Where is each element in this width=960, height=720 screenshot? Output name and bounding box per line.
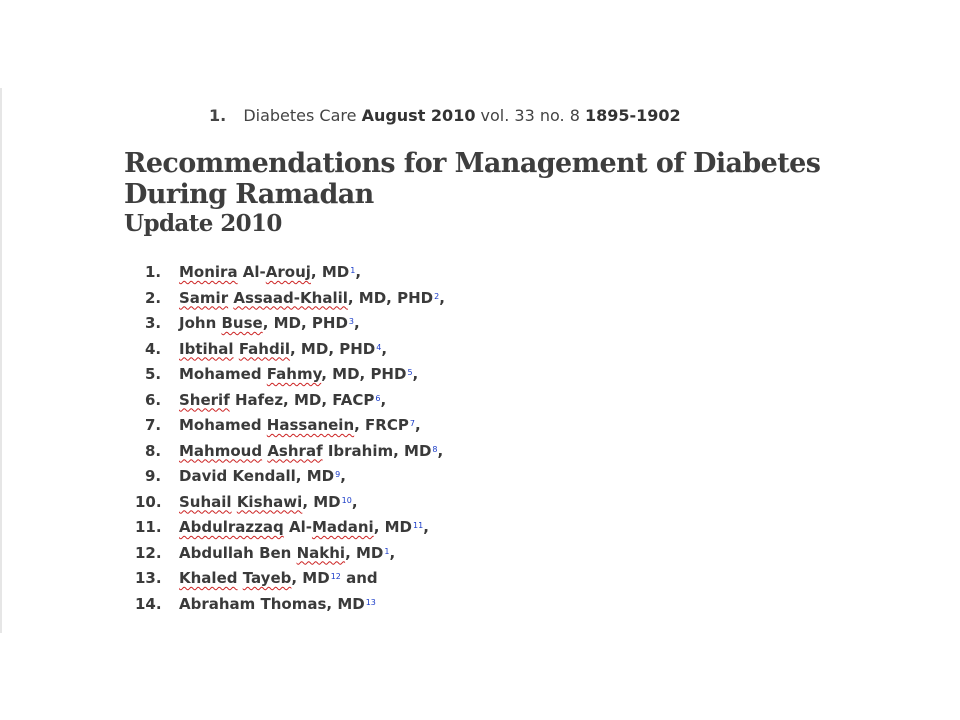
author-list-item (135, 513, 445, 539)
author-name-part: , FRCP (354, 416, 409, 434)
author-name-part: Assaad-Khalil (233, 288, 348, 307)
author-list-item (145, 258, 445, 284)
author-list-item (135, 488, 445, 514)
author-name-part: Arouj (265, 263, 311, 281)
title-line-3: Update 2010 (124, 210, 282, 237)
author-name-part: , MD (302, 492, 341, 511)
affiliation-superscript: 7 (409, 419, 415, 428)
author-name-part: , MD, PHD (347, 288, 434, 307)
author-name-part: Ashraf (267, 441, 323, 460)
author-name-part: Sherif (179, 390, 230, 409)
citation-pages: 1895-1902 (584, 106, 681, 125)
author-name-part: , MD (310, 263, 350, 281)
author-number: 4. (145, 339, 162, 358)
author-name (179, 365, 406, 383)
page-left-edge (0, 88, 2, 633)
author-name-part: Fahdil (238, 339, 291, 358)
author-number: 2. (145, 288, 162, 307)
author-name (179, 493, 341, 511)
author-list-item (145, 284, 445, 310)
author-name-part: Madani (311, 518, 374, 536)
author-name-part: Samir (179, 288, 229, 307)
affiliation-superscript: 11 (413, 521, 424, 530)
author-name (179, 391, 374, 409)
author-tail: , (381, 339, 388, 358)
journal-name: Diabetes Care (243, 106, 357, 125)
author-tail: , (439, 288, 445, 307)
affiliation-superscript: 9 (335, 470, 341, 479)
author-list-item (135, 564, 445, 590)
author-number: 1. (145, 263, 162, 281)
author-list-item (145, 462, 445, 488)
author-number: 14. (135, 594, 162, 613)
author-name-part: , MD (291, 569, 330, 587)
author-name-part: Abdulrazzaq (179, 518, 284, 536)
author-list-item (145, 386, 445, 412)
author-number: 6. (145, 390, 162, 409)
author-list-item (145, 335, 445, 361)
affiliation-superscript: 5 (407, 368, 413, 377)
author-tail: , (389, 543, 396, 562)
author-number: 5. (145, 365, 162, 383)
citation-number: 1. (209, 106, 227, 125)
author-list (135, 258, 445, 615)
title-line-2: During Ramadan (124, 179, 374, 210)
author-list-item (145, 437, 445, 463)
article-title (124, 148, 820, 239)
affiliation-superscript: 2 (434, 291, 440, 301)
author-tail: , (340, 467, 346, 485)
author-tail: , (412, 365, 419, 383)
author-name (179, 442, 431, 460)
author-name-part: Mahmoud (179, 441, 263, 460)
author-name (179, 467, 334, 485)
author-name-part: Hafez, MD, FACP (229, 390, 375, 409)
author-name-part: Tayeb (242, 569, 292, 587)
author-name-part: Ibrahim, MD (322, 441, 432, 460)
author-number: 3. (145, 314, 162, 332)
author-number: 7. (145, 416, 162, 434)
author-name (179, 314, 348, 332)
author-list-item (145, 411, 445, 437)
author-tail: and (340, 569, 378, 587)
author-name (179, 544, 383, 562)
author-tail: , (437, 441, 444, 460)
author-name-part: Mohamed (179, 365, 267, 383)
author-tail: , (380, 390, 387, 409)
affiliation-superscript: 3 (348, 317, 354, 326)
author-name-part: Fahmy (266, 365, 322, 383)
author-name (179, 416, 409, 434)
author-name (179, 340, 375, 358)
author-list-item (135, 590, 445, 616)
author-name (179, 569, 330, 587)
author-name-part: , MD, PHD (262, 314, 348, 332)
affiliation-superscript: 1 (384, 546, 390, 556)
author-name (179, 263, 349, 281)
author-number: 13. (135, 569, 162, 587)
author-name-part: , MD (345, 543, 384, 562)
author-name-part: Al- (283, 518, 312, 536)
author-name-part: John (179, 314, 222, 332)
author-name (179, 518, 412, 536)
author-name-part: David Kendall, MD (179, 467, 335, 485)
affiliation-superscript: 1 (350, 266, 356, 275)
author-name-part: Abraham Thomas, MD (179, 594, 365, 613)
citation-line (209, 106, 681, 126)
affiliation-superscript: 4 (376, 342, 382, 352)
author-name-part: Kishawi (236, 492, 303, 511)
author-list-item (145, 309, 445, 335)
author-number: 8. (145, 441, 162, 460)
affiliation-superscript: 8 (432, 444, 438, 454)
affiliation-superscript: 13 (365, 597, 376, 607)
author-name-part: Nakhi (296, 543, 346, 562)
author-name-part: Hassanein (266, 416, 355, 434)
author-name-part: Monira (179, 263, 238, 281)
author-list-item (145, 360, 445, 386)
author-number: 12. (135, 543, 162, 562)
author-name-part: Ibtihal (179, 339, 234, 358)
author-tail: , (423, 518, 429, 536)
author-name-part: Al- (237, 263, 266, 281)
author-tail: , (351, 492, 358, 511)
author-tail: , (355, 263, 362, 281)
author-name-part: , MD, PHD (321, 365, 407, 383)
author-name (179, 289, 433, 307)
author-number: 9. (145, 467, 162, 485)
affiliation-superscript: 12 (330, 572, 341, 581)
citation-date: August 2010 (361, 106, 476, 125)
title-line-1: Recommendations for Management of Diabetes (124, 148, 821, 179)
affiliation-superscript: 10 (341, 495, 352, 505)
author-name-part: Mohamed (179, 416, 267, 434)
author-name (179, 595, 365, 613)
author-tail: , (414, 416, 421, 434)
citation-volume: vol. 33 no. 8 (480, 106, 580, 125)
author-name-part: , MD, PHD (290, 339, 376, 358)
author-name-part: Abdullah Ben (179, 543, 297, 562)
affiliation-superscript: 6 (375, 393, 381, 403)
author-tail: , (354, 314, 360, 332)
author-name-part: Buse (221, 314, 263, 332)
author-number: 10. (135, 492, 162, 511)
author-name-part: Khaled (179, 569, 238, 587)
author-name-part: , MD (373, 518, 412, 536)
author-list-item (135, 539, 445, 565)
author-name-part: Suhail (179, 492, 232, 511)
author-number: 11. (135, 518, 162, 536)
